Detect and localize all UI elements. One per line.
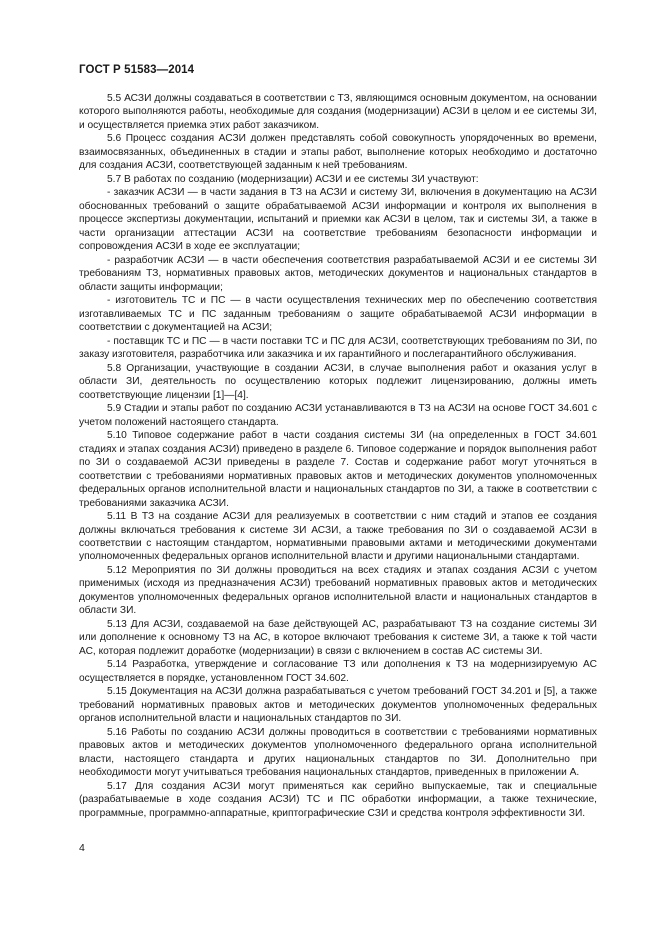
list-item-manufacturer: - изготовитель ТС и ПС — в части осуществления технических мер по обеспечению соответствия изготавливаемых ТС и ПС заданным требованиям о защите обрабатываемой АСЗИ информации в соответствии с документацией на АСЗИ; <box>79 295 597 334</box>
paragraph-5-5: 5.5 АСЗИ должны создаваться в соответствии с ТЗ, являющимся основным документом, на основании которого выполняются работы, необходимые для создания (модернизации) АСЗИ в целом и ее системы ЗИ, и осуществляется приемка этих работ заказчиком. <box>79 93 597 131</box>
paragraph-5-9: 5.9 Стадии и этапы работ по созданию АСЗИ устанавливаются в ТЗ на АСЗИ на основе ГОСТ 34.601 с учетом положений настоящего стандарта. <box>79 403 597 428</box>
paragraph-5-16: 5.16 Работы по созданию АСЗИ должны проводиться в соответствии с требованиями нормативных правовых актов и методических документов уполномоченного федерального органа исполнительной власти, настоящего стандарта и других национальных стандартов по ЗИ. Дополнительно при необходимости могут учитываться требования национальных стандартов, приведенных в приложении А. <box>79 726 597 779</box>
list-item-customer: - заказчик АСЗИ — в части задания в ТЗ на АСЗИ и систему ЗИ, включения в документацию на АСЗИ обоснованных требований о защите обрабатываемой АСЗИ информации и контроля их выполнения в процессе экспертизы документации, испытаний и приемки как АСЗИ в целом, так и системы ЗИ, а также в части организации аттестации АСЗИ на соответствие требованиям безопасности информации и сопровождения АСЗИ в ходе ее эксплуатации; <box>79 187 597 253</box>
document-body <box>79 92 597 820</box>
paragraph-5-12: 5.12 Мероприятия по ЗИ должны проводиться на всех стадиях и этапах создания АСЗИ с учетом применимых (исходя из предназначения АСЗИ) требований нормативных правовых актов и методических документов уполномоченных федеральных органов исполнительной власти и национальных стандартов в области ЗИ. <box>79 564 597 617</box>
list-item-supplier: - поставщик ТС и ПС — в части поставки ТС и ПС для АСЗИ, соответствующих требованиям по ЗИ, по заказу изготовителя, разработчика или заказчика и их гарантийного и послегарантийного обслуживания. <box>79 335 597 361</box>
document-header: ГОСТ Р 51583—2014 <box>79 64 195 76</box>
paragraph-5-7: 5.7 В работах по созданию (модернизации) АСЗИ и ее системы ЗИ участвуют: <box>107 173 479 185</box>
list-item-developer: - разработчик АСЗИ — в части обеспечения соответствия разрабатываемой АСЗИ и ее системы ЗИ требованиям ТЗ, нормативных правовых актов, методических документов и национальных стандартов в области защиты информации; <box>79 254 597 293</box>
paragraph-5-17: 5.17 Для создания АСЗИ могут применяться как серийно выпускаемые, так и специальные (разрабатываемые в ходе создания АСЗИ) ТС и ПС обработки информации, а также технические, программные, программно-аппаратные, криптографические СЗИ и средства контроля эффективности ЗИ. <box>79 780 597 819</box>
page-number: 4 <box>79 842 85 854</box>
paragraph-5-13: 5.13 Для АСЗИ, создаваемой на базе действующей АС, разрабатывают ТЗ на создание системы ЗИ или дополнение к основному ТЗ на АС, в которое включают требования к системе ЗИ, а также к той части АС, которая подлежит доработке (модернизации) в связи с включением в состав АС системы ЗИ. <box>79 618 597 657</box>
paragraph-5-6: 5.6 Процесс создания АСЗИ должен представлять собой совокупность упорядоченных во времени, взаимосвязанных, объединенных в стадии и этапы работ, выполнение которых необходимо и достаточно для создания АСЗИ, соответствующей заданным к ней требованиям. <box>79 133 597 172</box>
paragraph-5-15: 5.15 Документация на АСЗИ должна разрабатываться с учетом требований ГОСТ 34.201 и [5], а также требований нормативных правовых актов и методических документов уполномоченных федеральных органов исполнительной власти и национальных стандартов по ЗИ. <box>79 686 597 725</box>
paragraph-5-11: 5.11 В ТЗ на создание АСЗИ для реализуемых в соответствии с ним стадий и этапов ее создания должны включаться требования к системе ЗИ АСЗИ, а также требования по ЗИ о создаваемой АСЗИ в соответствии с настоящим стандартом, нормативными правовыми актами и методическими документами уполномоченных федеральных органов исполнительной власти и другими национальными стандартами. <box>79 511 597 563</box>
paragraph-5-8: 5.8 Организации, участвующие в создании АСЗИ, в случае выполнения работ и оказания услуг в области ЗИ, деятельность по осуществлению которых подлежит лицензированию, должны иметь соответствующие лицензии [1]—[4]. <box>79 362 597 401</box>
paragraph-5-10: 5.10 Типовое содержание работ в части создания системы ЗИ (на определенных в ГОСТ 34.601 стадиях и этапах создания АСЗИ) приведено в разделе 6. Типовое содержание и порядок выполнения работ по ЗИ о создаваемой АСЗИ приведены в разделе 7. Состав и содержание работ могут уточняться в соответствии с требованиями нормативных правовых актов и методических документов уполномоченных федеральных органов исполнительной власти и национальных стандартов по ЗИ, а также в соответствии с требованиями заказчика АСЗИ. <box>79 430 597 509</box>
paragraph-5-14: 5.14 Разработка, утверждение и согласование ТЗ или дополнения к ТЗ на модернизируемую АС осуществляется в порядке, установленном ГОСТ 34.602. <box>79 659 597 684</box>
